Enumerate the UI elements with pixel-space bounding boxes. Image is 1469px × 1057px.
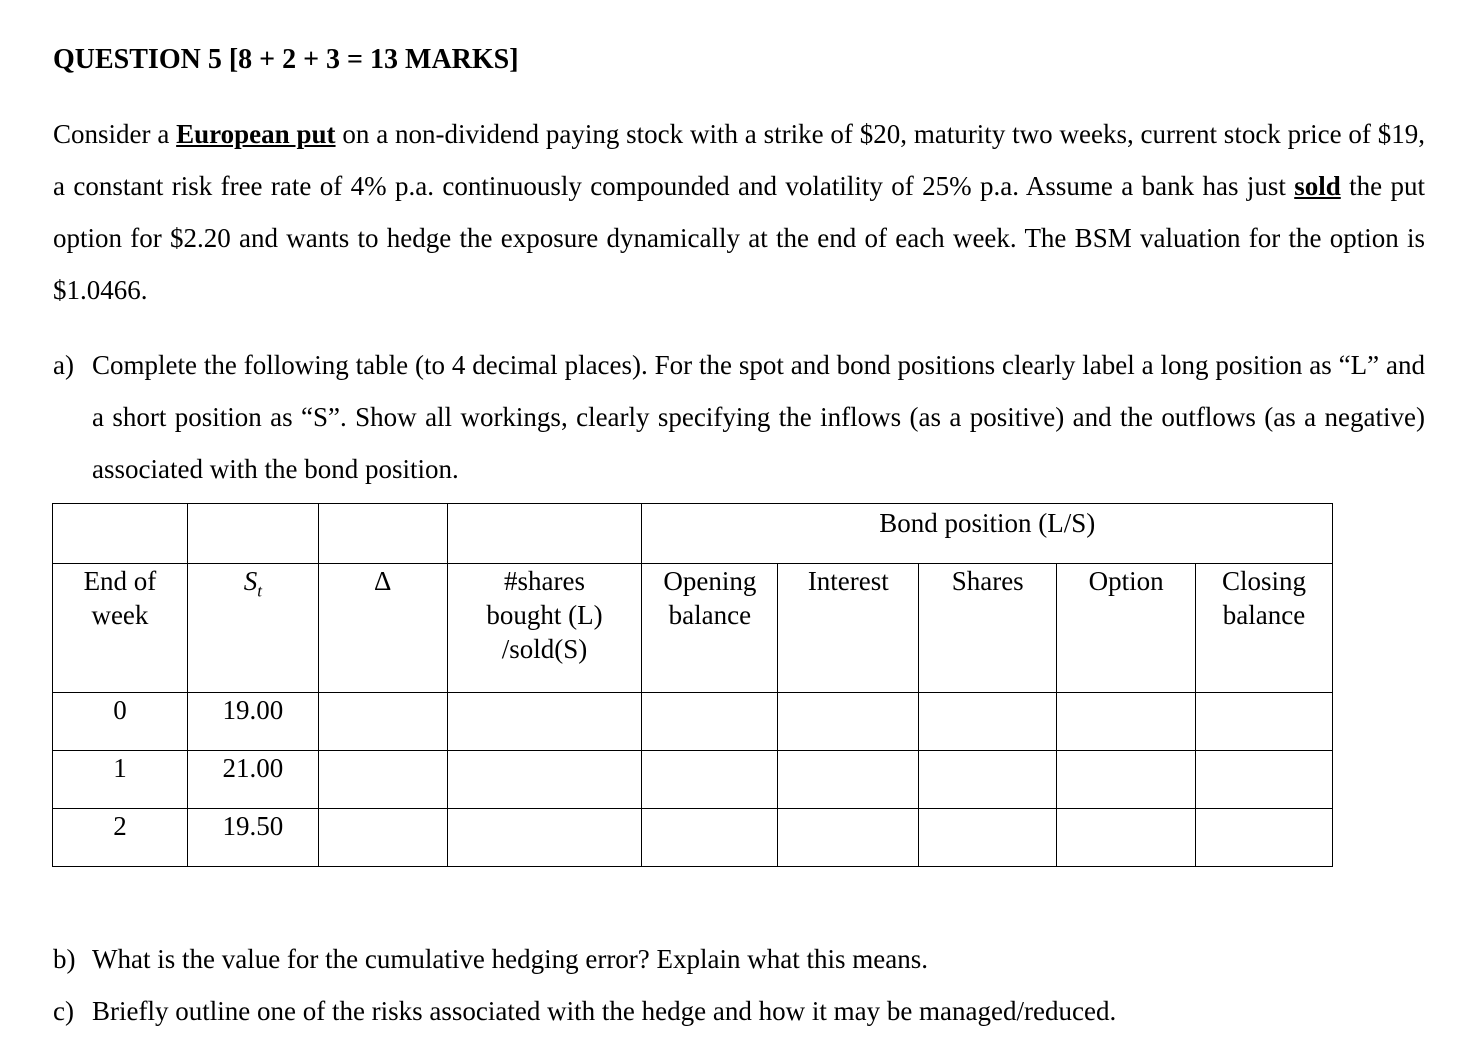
cell-shares [919, 693, 1057, 751]
header-opening-balance [642, 564, 778, 693]
cell-st: 19.50 [187, 809, 318, 867]
cell-opening-balance [642, 751, 778, 809]
header-text: End of [83, 566, 157, 596]
header-interest: Interest [778, 564, 919, 693]
header-text: /sold(S) [501, 634, 588, 664]
table-row [53, 693, 1333, 751]
cell-option [1057, 693, 1196, 751]
intro-emphasis-european-put: European put [176, 119, 336, 149]
header-option: Option [1057, 564, 1196, 693]
header-text: #shares [504, 566, 585, 596]
part-a-text: Complete the following table (to 4 decimal places). For the spot and bond positions clearly label a long position as “L” and a short position as “S”. Show all workings, clearly specifying the inflows (as a positive) and the outflows (as a negative) associated with the bond position. [92, 350, 1425, 484]
part-a-label: a) [53, 350, 74, 380]
header-text: Closing [1222, 566, 1307, 596]
bond-position-header: Bond position (L/S) [642, 504, 1333, 564]
header-shares: Shares [919, 564, 1057, 693]
cell-opening-balance [642, 693, 778, 751]
intro-paragraph [53, 108, 1425, 316]
intro-text-2: on a non-dividend paying stock with a strike of $20, maturity two weeks, current stock price of $19, a constant risk free rate of 4% p.a. continuously compounded and volatility of 25% p.a. Assume a bank has just [53, 119, 1425, 201]
cell-option [1057, 809, 1196, 867]
header-closing-balance [1196, 564, 1333, 693]
empty-cell [53, 504, 188, 564]
cell-interest [778, 809, 919, 867]
cell-closing-balance [1196, 693, 1333, 751]
intro-emphasis-sold: sold [1294, 171, 1341, 201]
cell-option [1057, 751, 1196, 809]
part-c-label: c) [53, 996, 74, 1026]
cell-interest [778, 751, 919, 809]
empty-cell [318, 504, 447, 564]
st-letter: S [243, 566, 258, 596]
table-row [53, 751, 1333, 809]
header-text: Opening [663, 566, 757, 596]
cell-shares-traded [447, 693, 642, 751]
cell-closing-balance [1196, 809, 1333, 867]
part-b [53, 933, 928, 985]
cell-closing-balance [1196, 751, 1333, 809]
cell-interest [778, 693, 919, 751]
part-b-label: b) [53, 944, 76, 974]
header-shares-bought-sold [447, 564, 642, 693]
header-text: balance [1222, 600, 1306, 630]
intro-text-1: Consider a [53, 119, 177, 149]
header-text: bought (L) [486, 600, 603, 630]
cell-delta [318, 751, 447, 809]
cell-shares [919, 809, 1057, 867]
part-c-text: Briefly outline one of the risks associated with the hedge and how it may be managed/reduced. [92, 996, 1117, 1026]
cell-st: 19.00 [187, 693, 318, 751]
cell-week: 0 [53, 693, 188, 751]
header-text: balance [668, 600, 752, 630]
table-group-header-row [53, 504, 1333, 564]
cell-shares-traded [447, 751, 642, 809]
part-b-text: What is the value for the cumulative hedging error? Explain what this means. [92, 944, 928, 974]
header-delta: Δ [318, 564, 447, 693]
part-a [53, 339, 1425, 495]
cell-week: 1 [53, 751, 188, 809]
empty-cell [187, 504, 318, 564]
header-text: week [91, 600, 149, 630]
intro-text-3: the put option for $2.20 and wants to hedge the exposure dynamically at the end of each week. The BSM valuation for the option is $1.0466. [53, 171, 1425, 305]
question-heading: QUESTION 5 [8 + 2 + 3 = 13 MARKS] [53, 44, 519, 75]
cell-opening-balance [642, 809, 778, 867]
header-end-of-week [53, 564, 188, 693]
table-header-row [53, 564, 1333, 693]
cell-delta [318, 809, 447, 867]
part-c [53, 985, 1116, 1037]
cell-shares-traded [447, 809, 642, 867]
table-row [53, 809, 1333, 867]
hedging-table [52, 503, 1333, 867]
empty-cell [447, 504, 642, 564]
cell-shares [919, 751, 1057, 809]
cell-st: 21.00 [187, 751, 318, 809]
st-subscript: t [257, 581, 262, 601]
header-st [187, 564, 318, 693]
cell-delta [318, 693, 447, 751]
st-symbol [243, 566, 262, 601]
cell-week: 2 [53, 809, 188, 867]
